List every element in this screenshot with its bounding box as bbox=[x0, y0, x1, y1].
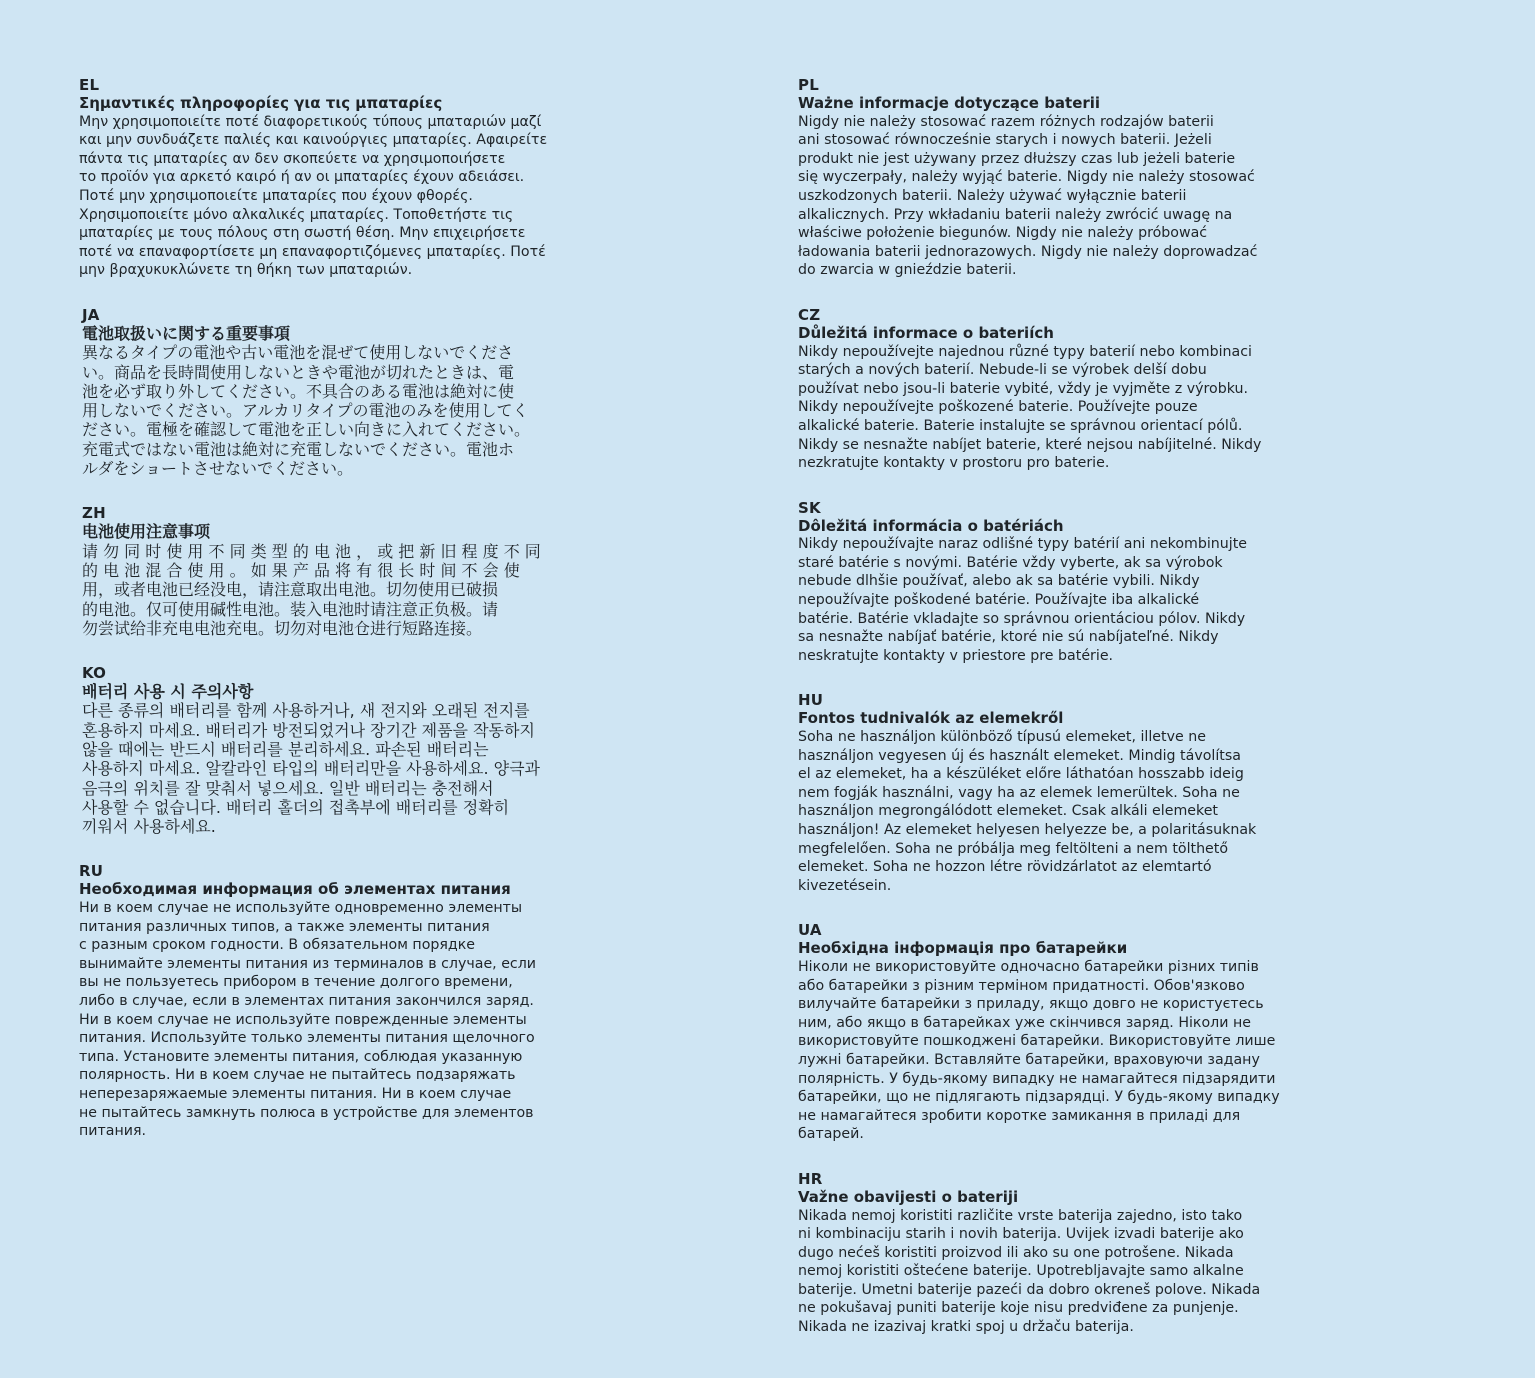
section-body: Nikada nemoj koristiti različite vrste baterija zajedno, isto tako ni kombinaciju starih i novih baterija. Uvijek izvadi baterije ako dugo nećeš koristiti proizvod ili ako su one potrošene. Nikada nemoj koristiti oštećene baterije. Upotrebljavajte samo alkalne baterije. Umetni baterije pazeći da dobro okreneš polove. Nikada ne pokušavaj puniti baterije koje nisu predviđene za punjenje. Nikada ne izazivaj kratki spoj u držaču baterija. bbox=[798, 1207, 1261, 1336]
section-title: Důležitá informace o bateriích bbox=[798, 323, 1054, 342]
language-code: CZ bbox=[798, 305, 821, 324]
language-code: EL bbox=[79, 76, 100, 94]
section-body: Nigdy nie należy stosować razem różnych rodzajów baterii ani stosować równocześnie starych i nowych baterii. Jeżeli produkt nie jest używany przez dłuższy czas lub jeżeli baterie się wyczerpały, należy wyjąć baterie. Nigdy nie należy stosować uszkodzonych baterii. Należy używać wyłącznie baterii alkalicznych. Przy wkładaniu baterii należy zwrócić uwagę na właściwe położenie biegunów. Nigdy nie należy próbować ładowania baterii jednorazowych. Nigdy nie należy doprowadzać do zwarcia w gnieździe baterii. bbox=[798, 113, 1258, 279]
language-code: PL bbox=[798, 76, 819, 94]
language-code: HU bbox=[798, 691, 824, 710]
section-ru bbox=[79, 862, 569, 1140]
section-title: 배터리 사용 시 주의사항 bbox=[82, 682, 254, 702]
right-column bbox=[798, 76, 1298, 1363]
language-code: ZH bbox=[82, 504, 106, 523]
section-ko bbox=[79, 664, 569, 836]
section-el bbox=[79, 76, 569, 280]
section-body: Soha ne használjon különböző típusú elemeket, illetve ne használjon vegyesen új és használt elemeket. Mindig távolítsa el az elemeket, ha a készüléket előre láthatóan hosszabb ideig nem fogják használni, vagy ha az elemek lemerültek. Soha ne használjon megrongálódott elemeket. Csak alkáli elemeket használjon! Az elemeket helyesen helyezze be, a polaritásuknak megfelelően. Soha ne próbálja meg feltölteni a nem tölthető elemeket. Soha ne hozzon létre rövidzárlatot az elemtartó kivezetésein. bbox=[798, 729, 1257, 894]
section-title: Fontos tudnivalók az elemekről bbox=[798, 709, 1064, 728]
section-pl bbox=[798, 76, 1298, 280]
section-hr bbox=[798, 1170, 1298, 1337]
section-body: 请 勿 同 时 使 用 不 同 类 型 的 电 池 ， 或 把 新 旧 程 度 不 同 的 电 池 混 合 使 用 。 如 果 产 品 将 有 很 长 时 间 不 会 使 用，或者电池已经没电，请注意取出电池。切勿使用已破损 的电池。仅可使用碱性电池。装入电池时请注意正负极。请 勿尝试给非充电电池充电。切勿对电池仓进行短路连接。 bbox=[82, 541, 541, 638]
section-title: Važne obavijesti o bateriji bbox=[798, 1187, 1019, 1206]
language-code: UA bbox=[798, 921, 822, 940]
section-zh bbox=[79, 504, 569, 638]
section-title: Необходимая информация об элементах питания bbox=[79, 880, 511, 899]
section-ua bbox=[798, 921, 1298, 1144]
section-sk bbox=[798, 499, 1298, 666]
section-body: 異なるタイプの電池や古い電池を混ぜて使用しないでくださ い。商品を長時間使用しないときや電池が切れたときは、電 池を必ず取り外してください。不具合のある電池は絶対に使 用しないでください。アルカリタイプの電池のみを使用してく ださい。電極を確認して電池を正しい向きに入れてください。 充電式ではない電池は絶対に充電しないでください。電池ホ ルダをショートさせないでください。 bbox=[82, 343, 531, 479]
section-cz bbox=[798, 306, 1298, 473]
left-column bbox=[79, 76, 569, 1167]
section-body: Ніколи не використовуйте одночасно батарейки різних типів або батарейки з різним терміном придатності. Обов'язково вилучайте батарейки з приладу, якщо довго не користуєтесь ним, або якщо в батарейках уже скінчився заряд. Ніколи не використовуйте пошкоджені батарейки. Використовуйте лише лужні батарейки. Вставляйте батарейки, враховуючи задану полярність. У будь-якому випадку не намагайтеся підзарядити батарейки, що не підлягають підзарядці. У будь-якому випадку не намагайтеся зробити коротке замикання в приладі для батарей. bbox=[798, 958, 1280, 1143]
section-body: Nikdy nepoužívajte naraz odlišné typy batérií ani nekombinujte staré batérie s novými. Batérie vždy vyberte, ak sa výrobok nebude dlhšie používať, alebo ak sa batérie vybili. Nikdy nepoužívajte poškodené batérie. Používajte iba alkalické batérie. Batérie vkladajte so správnou orientáciou pólov. Nikdy sa nesnažte nabíjať batérie, ktoré nie sú nabíjateľné. Nikdy neskratujte kontakty v priestore pre batérie. bbox=[798, 536, 1247, 664]
language-code: SK bbox=[798, 498, 821, 517]
section-ja bbox=[79, 306, 569, 478]
section-title: Dôležitá informácia o batériách bbox=[798, 516, 1064, 535]
language-code: RU bbox=[79, 862, 104, 881]
language-code: KO bbox=[82, 664, 107, 683]
language-code: JA bbox=[82, 305, 100, 324]
section-title: Σημαντικές πληροφορίες για τις μπαταρίες bbox=[79, 94, 443, 112]
section-body: Nikdy nepoužívejte najednou různé typy baterií nebo kombinaci starých a nových baterií. Nebude-li se výrobek delší dobu používat nebo jsou-li baterie vybité, vždy je vyjměte z výrobku. Nikdy nepoužívejte poškozené baterie. Používejte pouze alkalické baterie. Baterie instalujte se správnou orientací pólů. Nikdy se nesnažte nabíjet baterie, které nejsou nabíjitelné. Nikdy nezkratujte kontakty v prostoru pro baterie. bbox=[798, 343, 1262, 472]
section-title: 電池取扱いに関する重要事項 bbox=[82, 323, 291, 343]
section-body: Ни в коем случае не используйте одновременно элементы питания различных типов, а также элементы питания с разным сроком годности. В обязательном порядке вынимайте элементы питания из терминалов в случае, если вы не пользуетесь прибором в течение долгого времени, либо в случае, если в элементах питания закончился заряд. Ни в коем случае не используйте поврежденные элементы питания. Используйте только элементы питания щелочного типа. Установите элементы питания, соблюдая указанную полярность. Ни в коем случае не пытайтесь подзаряжать неперезаряжаемые элементы питания. Ни в коем случае не пытайтесь замкнуть полюса в устройстве для элементов питания. bbox=[79, 900, 537, 1140]
section-hu bbox=[798, 691, 1298, 895]
section-title: Ważne informacje dotyczące baterii bbox=[798, 94, 1101, 112]
section-body: Μην χρησιμοποιείτε ποτέ διαφορετικούς τύπους μπαταριών μαζί και μην συνδυάζετε παλιές και καινούργιες μπαταρίες. Αφαιρείτε πάντα τις μπαταρίες αν δεν σκοπεύετε να χρησιμοποιήσετε το προϊόν για αρκετό καιρό ή αν οι μπαταρίες έχουν αδειάσει. Ποτέ μην χρησιμοποιείτε μπαταρίες που έχουν φθορές. Χρησιμοποιείτε μόνο αλκαλικές μπαταρίες. Τοποθετήστε τις μπαταρίες με τους πόλους στη σωστή θέση. Μην επιχειρήσετε ποτέ να επαναφορτίσετε μη επαναφορτιζόμενες μπαταρίες. Ποτέ μην βραχυκυκλώνετε τη θήκη των μπαταριών. bbox=[79, 113, 548, 279]
section-title: Необхідна інформація про батарейки bbox=[798, 939, 1128, 958]
section-title: 电池使用注意事项 bbox=[82, 522, 211, 542]
section-body: 다른 종류의 배터리를 함께 사용하거나, 새 전지와 오래된 전지를 혼용하지 마세요. 배터리가 방전되었거나 장기간 제품을 작동하지 않을 때에는 반드시 배터리를 분리하세요. 파손된 배터리는 사용하지 마세요. 알칼라인 타입의 배터리만을 사용하세요. 양극과 음극의 위치를 잘 맞춰서 넣으세요. 일반 배터리는 충전해서 사용할 수 없습니다. 배터리 홀더의 접촉부에 배터리를 정확히 끼워서 사용하세요. bbox=[82, 701, 541, 837]
language-code: HR bbox=[798, 1169, 823, 1188]
